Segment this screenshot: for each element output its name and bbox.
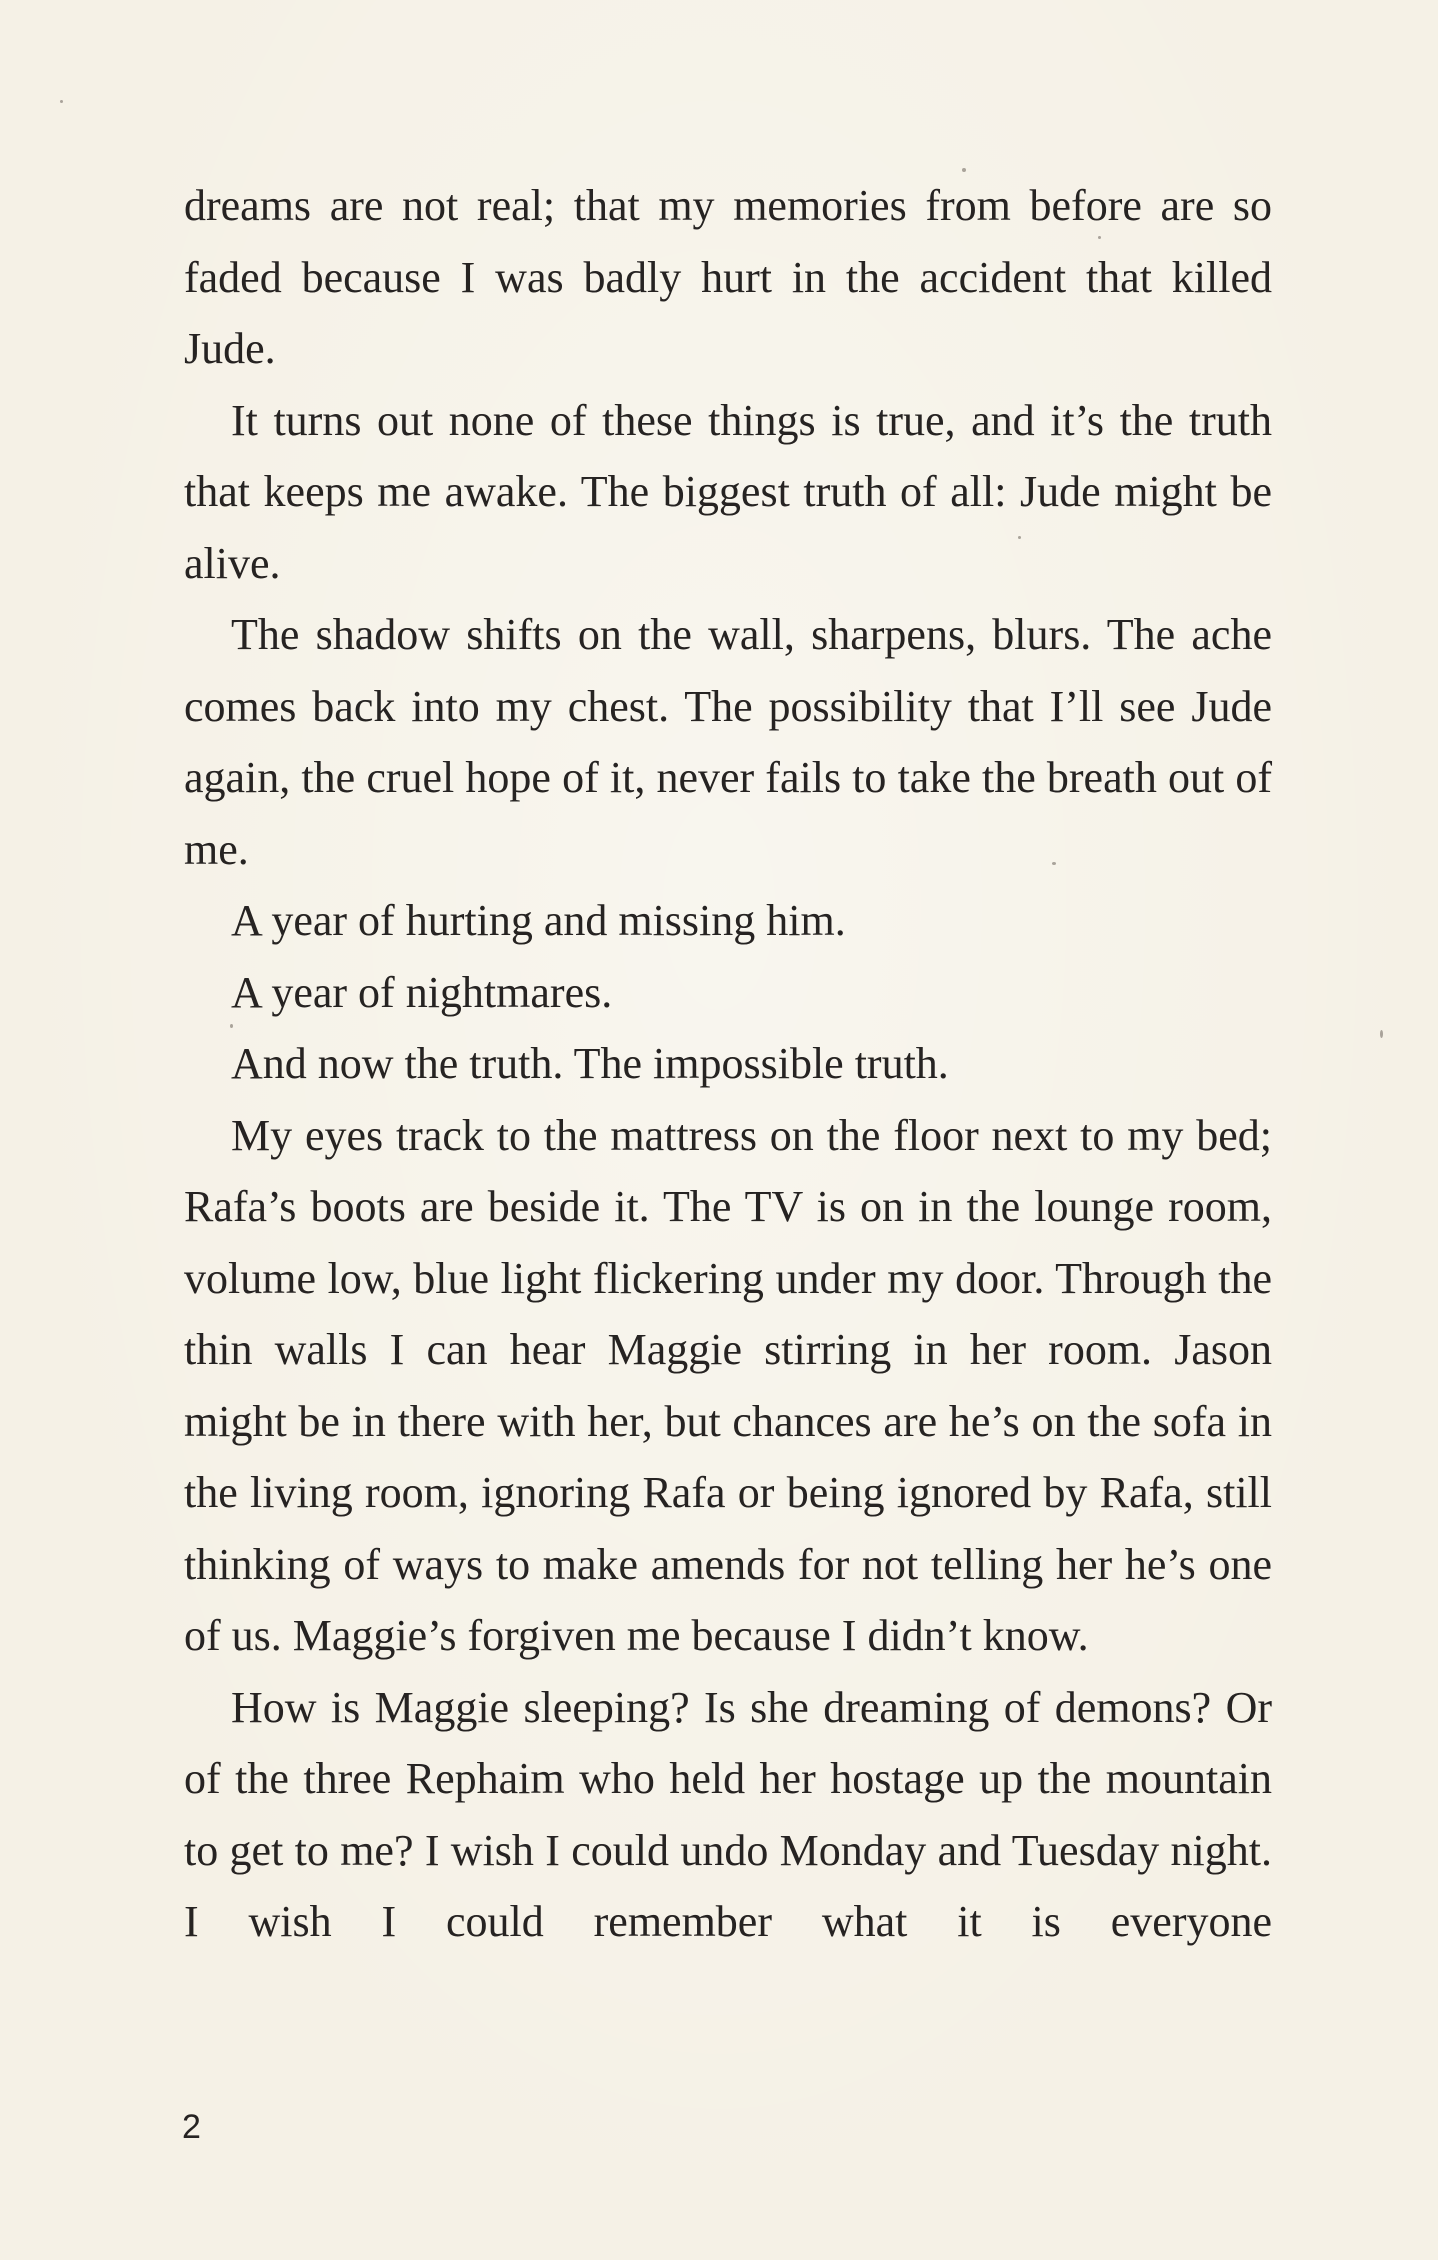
paper-speck [230,1024,233,1028]
paragraph-6: And now the truth. The impossible truth. [231,1039,949,1088]
paper-speck [1018,536,1021,539]
paragraph-5: A year of nightmares. [231,967,613,1017]
paragraph-2: It turns out none of these things is true, and it’s the truth that keeps me awake. The biggest truth of all: Jude might be alive. [184,395,1272,588]
paper-speck [1098,236,1101,239]
paragraph-4: A year of hurting and missing him. [231,896,846,945]
paragraph-3: The shadow shifts on the wall, sharpens, blurs. The ache comes back into my chest. The possibility that I’ll see Jude again, the cruel hope of it, never fails to take the breath out of me. [184,610,1272,874]
paper-speck [60,100,63,103]
paragraph-1: dreams are not real; that my memories from before are so faded because I was badly hurt in the accident that killed Jude. [184,181,1272,373]
body-text [184,170,1272,1958]
paper-speck [1380,1030,1383,1038]
paper-speck [962,168,966,172]
page-number: 2 [182,2108,201,2146]
paper-speck [1052,862,1056,865]
paragraph-8: How is Maggie sleeping? Is she dreaming of demons? Or of the three Rephaim who held her hostage up the mountain to get to me? I wish I could undo Monday and Tuesday night. I wish I could remember what it is everyone [184,1682,1272,1946]
paragraph-7: My eyes track to the mattress on the floor next to my bed; Rafa’s boots are beside it. The TV is on in the lounge room, volume low, blue light flickering under my door. Through the thin walls I can hear Maggie stirring in her room. Jason might be in there with her, but chances are he’s on the sofa in the living room, ignoring Rafa or being ignored by Rafa, still thinking of ways to make amends for not telling her he’s one of us. Maggie’s forgiven me because I didn’t know. [184,1110,1272,1660]
